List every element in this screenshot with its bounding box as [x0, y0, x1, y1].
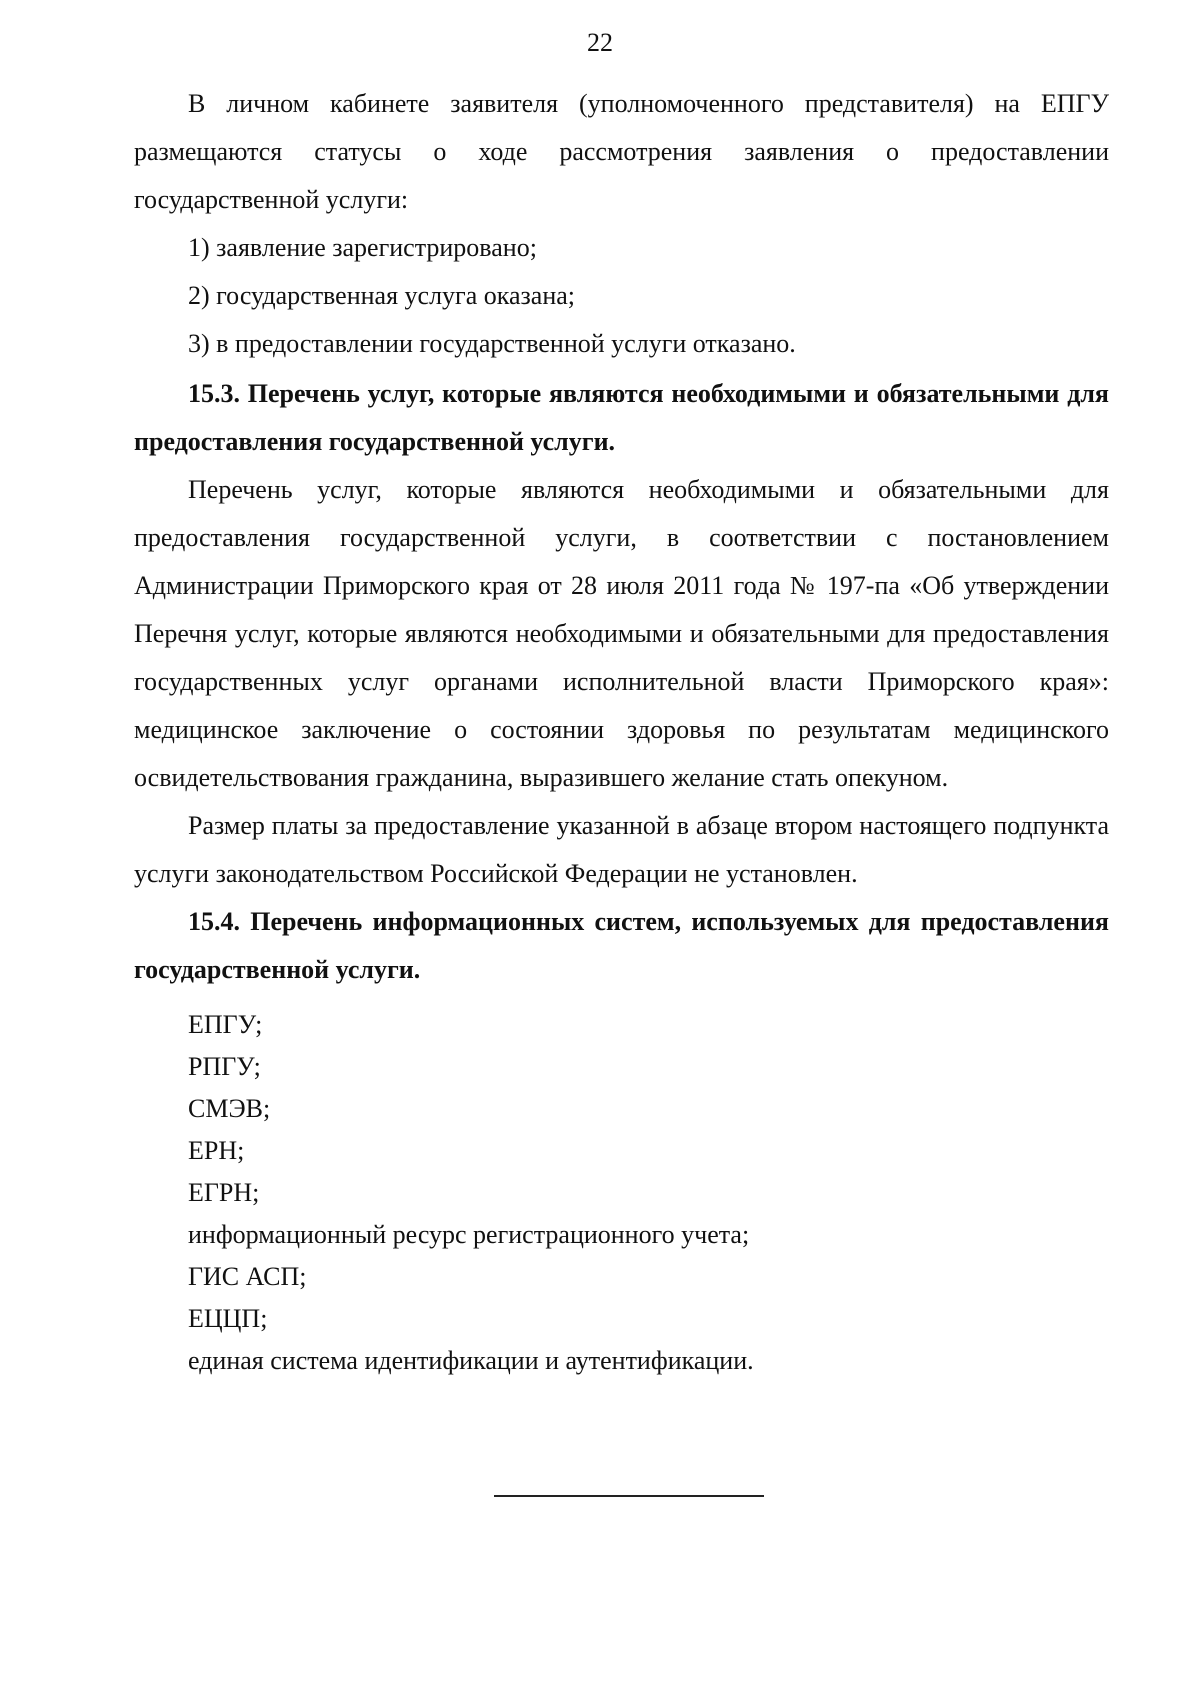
status-item-1: 1) заявление зарегистрировано;	[188, 233, 537, 262]
status-item-2: 2) государственная услуга оказана;	[188, 281, 576, 310]
section-15-3-heading: 15.3. Перечень услуг, которые являются необходимыми и обязательными для предоставления государственной услуги.	[134, 379, 1109, 456]
section-15-3-paragraph-1: Перечень услуг, которые являются необходимыми и обязательными для предоставления государственной услуги, в соответствии с постановлением Администрации Приморского края от 28 июля 2011 года № 197-па «Об утверждении Перечня услуг, которые являются необходимыми и обязательными для предоставления государственных услуг органами исполнительной власти Приморского края»: медицинское заключение о состоянии здоровья по результатам медицинского освидетельствования гражданина, выразившего желание стать опекуном.	[134, 475, 1109, 792]
list-item: единая система идентификации и аутентификации.	[188, 1346, 754, 1375]
list-item: РПГУ;	[188, 1052, 261, 1081]
list-item: информационный ресурс регистрационного учета;	[188, 1220, 750, 1249]
document-body	[134, 80, 1109, 1382]
list-item: ЕРН;	[188, 1136, 245, 1165]
section-15-3-paragraph-2: Размер платы за предоставление указанной в абзаце втором настоящего подпункта услуги законодательством Российской Федерации не установлен.	[134, 811, 1109, 888]
section-15-4-heading: 15.4. Перечень информационных систем, используемых для предоставления государственной услуги.	[134, 907, 1109, 984]
list-item: ГИС АСП;	[188, 1262, 307, 1291]
information-systems-list	[134, 1004, 1109, 1382]
list-item: ЕПГУ;	[188, 1010, 263, 1039]
list-item: ЕГРН;	[188, 1178, 260, 1207]
list-item: ЕЦЦП;	[188, 1304, 268, 1333]
page-number: 22	[587, 28, 613, 57]
intro-paragraph: В личном кабинете заявителя (уполномоченного представителя) на ЕПГУ размещаются статусы о ходе рассмотрения заявления о предоставлении государственной услуги:	[134, 89, 1109, 214]
status-item-3: 3) в предоставлении государственной услуги отказано.	[188, 329, 796, 358]
closing-divider	[494, 1495, 764, 1497]
list-item: СМЭВ;	[188, 1094, 271, 1123]
